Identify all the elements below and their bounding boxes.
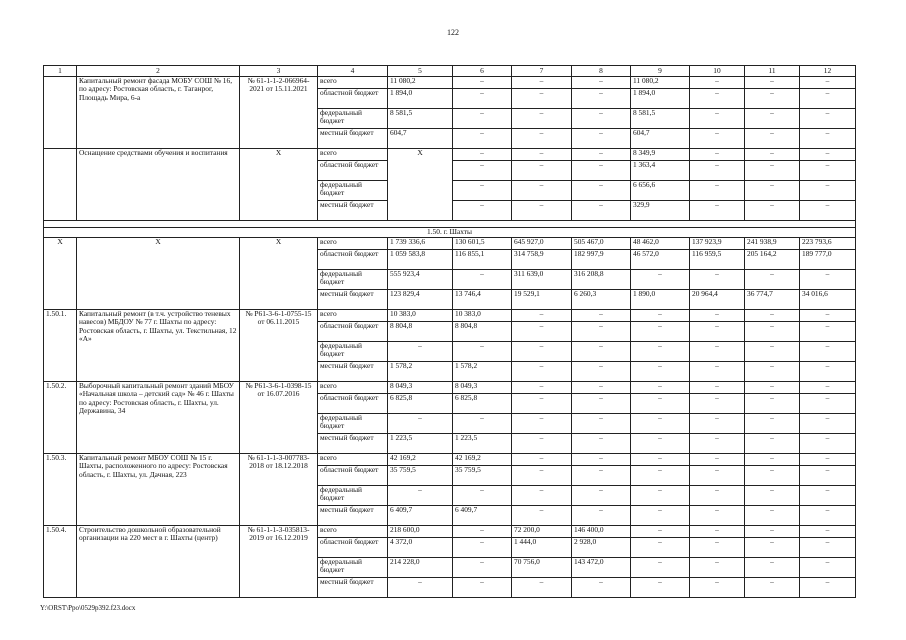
- value-cell: 116 959,5: [690, 250, 745, 270]
- value-cell: –: [631, 414, 690, 434]
- value-cell: –: [690, 89, 745, 109]
- value-cell: –: [631, 434, 690, 454]
- fund-type: областной бюджет: [318, 250, 388, 270]
- value-cell: –: [745, 89, 800, 109]
- value-cell: –: [572, 310, 631, 322]
- value-cell: –: [572, 362, 631, 382]
- fund-type: областной бюджет: [318, 322, 388, 342]
- fund-type: местный бюджет: [318, 129, 388, 149]
- document-number: № 61-1-1-3-035813-2019 от 16.12.2019: [240, 526, 318, 598]
- fund-type: федеральный бюджет: [318, 558, 388, 578]
- value-cell: –: [745, 454, 800, 466]
- value-cell: –: [690, 486, 745, 506]
- value-cell: –: [572, 129, 631, 149]
- value-cell: 604,7: [388, 129, 453, 149]
- value-cell: –: [745, 342, 800, 362]
- fund-type: всего: [318, 454, 388, 466]
- value-cell: –: [690, 322, 745, 342]
- document-number: Х: [240, 238, 318, 310]
- fund-type: федеральный бюджет: [318, 414, 388, 434]
- value-cell: –: [690, 129, 745, 149]
- value-cell: 42 169,2: [388, 454, 453, 466]
- object-name: Оснащение средствами обучения и воспитания: [77, 149, 240, 221]
- value-cell: –: [631, 382, 690, 394]
- value-cell: –: [453, 558, 512, 578]
- value-cell: –: [800, 578, 856, 598]
- value-cell: 35 759,5: [453, 466, 512, 486]
- row-code: 1.50.4.: [44, 526, 77, 598]
- value-cell: –: [512, 310, 572, 322]
- fund-type: федеральный бюджет: [318, 181, 388, 201]
- value-cell: –: [512, 434, 572, 454]
- value-cell: –: [690, 109, 745, 129]
- value-cell: –: [745, 414, 800, 434]
- value-cell: –: [690, 538, 745, 558]
- value-cell: –: [745, 109, 800, 129]
- value-cell: –: [690, 362, 745, 382]
- value-cell: –: [690, 201, 745, 221]
- spacer-row: [44, 221, 856, 228]
- fund-type: областной бюджет: [318, 466, 388, 486]
- value-cell: –: [512, 466, 572, 486]
- value-cell: 19 529,1: [512, 290, 572, 310]
- value-cell: –: [572, 77, 631, 89]
- value-cell: –: [800, 89, 856, 109]
- column-number: 10: [690, 66, 745, 77]
- document-number: Х: [240, 149, 318, 221]
- value-cell: –: [631, 322, 690, 342]
- value-cell: –: [690, 558, 745, 578]
- table-row: [44, 454, 856, 466]
- value-cell: 34 016,6: [800, 290, 856, 310]
- value-cell: –: [388, 342, 453, 362]
- value-cell: 6 825,8: [453, 394, 512, 414]
- fund-type: всего: [318, 238, 388, 250]
- value-cell: –: [572, 394, 631, 414]
- value-cell: 130 601,5: [453, 238, 512, 250]
- fund-type: федеральный бюджет: [318, 342, 388, 362]
- value-cell: 6 409,7: [388, 506, 453, 526]
- value-cell: –: [690, 526, 745, 538]
- column-number: 2: [77, 66, 240, 77]
- value-cell: 218 600,0: [388, 526, 453, 538]
- column-number: 12: [800, 66, 856, 77]
- document-number: № Р61-3-6-1-0755-15 от 06.11.2015: [240, 310, 318, 382]
- value-cell: –: [572, 434, 631, 454]
- page-number: 122: [447, 28, 459, 37]
- value-cell: –: [572, 181, 631, 201]
- value-cell: –: [745, 161, 800, 181]
- value-cell: –: [690, 382, 745, 394]
- value-cell: –: [800, 538, 856, 558]
- value-cell: –: [631, 394, 690, 414]
- value-cell: 72 200,0: [512, 526, 572, 538]
- object-name: Капитальный ремонт (в т.ч. устройство теневых навесов) МБДОУ № 77 г. Шахты по адресу: Ростовская область, г. Шахты, ул. Текстильная, 12 «А»: [77, 310, 240, 382]
- value-cell: –: [631, 526, 690, 538]
- document-number: № 61-1-1-2-066964-2021 от 15.11.2021: [240, 77, 318, 149]
- value-cell: –: [745, 322, 800, 342]
- value-cell: –: [745, 382, 800, 394]
- value-cell: Х: [388, 149, 453, 221]
- value-cell: –: [512, 394, 572, 414]
- value-cell: 123 829,4: [388, 290, 453, 310]
- value-cell: –: [745, 486, 800, 506]
- value-cell: –: [690, 578, 745, 598]
- table-row: [44, 310, 856, 322]
- value-cell: –: [690, 434, 745, 454]
- value-cell: –: [690, 414, 745, 434]
- value-cell: –: [453, 149, 512, 161]
- value-cell: –: [745, 394, 800, 414]
- value-cell: –: [745, 149, 800, 161]
- value-cell: 35 759,5: [388, 466, 453, 486]
- value-cell: –: [631, 270, 690, 290]
- value-cell: –: [800, 109, 856, 129]
- column-number: 8: [572, 66, 631, 77]
- value-cell: –: [512, 89, 572, 109]
- value-cell: –: [453, 578, 512, 598]
- value-cell: –: [690, 394, 745, 414]
- value-cell: –: [572, 109, 631, 129]
- fund-type: местный бюджет: [318, 290, 388, 310]
- fund-type: всего: [318, 310, 388, 322]
- value-cell: –: [388, 414, 453, 434]
- column-number: 9: [631, 66, 690, 77]
- value-cell: 1 363,4: [631, 161, 690, 181]
- value-cell: –: [690, 342, 745, 362]
- value-cell: –: [690, 454, 745, 466]
- fund-type: местный бюджет: [318, 506, 388, 526]
- value-cell: –: [572, 149, 631, 161]
- value-cell: –: [512, 578, 572, 598]
- value-cell: –: [631, 578, 690, 598]
- column-number: 11: [745, 66, 800, 77]
- value-cell: –: [512, 414, 572, 434]
- value-cell: 316 208,8: [572, 270, 631, 290]
- value-cell: 223 793,6: [800, 238, 856, 250]
- value-cell: –: [572, 89, 631, 109]
- value-cell: 11 080,2: [631, 77, 690, 89]
- row-code: [44, 77, 77, 149]
- value-cell: –: [572, 161, 631, 181]
- value-cell: –: [800, 486, 856, 506]
- value-cell: 10 383,0: [453, 310, 512, 322]
- value-cell: –: [512, 382, 572, 394]
- value-cell: 1 223,5: [453, 434, 512, 454]
- value-cell: 2 928,0: [572, 538, 631, 558]
- value-cell: –: [512, 506, 572, 526]
- value-cell: –: [453, 109, 512, 129]
- value-cell: –: [745, 310, 800, 322]
- value-cell: –: [690, 149, 745, 161]
- value-cell: –: [690, 466, 745, 486]
- value-cell: 182 997,9: [572, 250, 631, 270]
- value-cell: –: [512, 322, 572, 342]
- value-cell: –: [512, 201, 572, 221]
- column-number: 3: [240, 66, 318, 77]
- value-cell: 6 825,8: [388, 394, 453, 414]
- value-cell: 8 049,3: [388, 382, 453, 394]
- value-cell: –: [800, 181, 856, 201]
- value-cell: 48 462,0: [631, 238, 690, 250]
- value-cell: 1 444,0: [512, 538, 572, 558]
- value-cell: 8 049,3: [453, 382, 512, 394]
- value-cell: –: [800, 382, 856, 394]
- value-cell: –: [631, 538, 690, 558]
- value-cell: –: [572, 201, 631, 221]
- value-cell: –: [800, 77, 856, 89]
- value-cell: –: [453, 526, 512, 538]
- value-cell: –: [512, 129, 572, 149]
- value-cell: –: [800, 466, 856, 486]
- object-name: Выборочный капитальный ремонт зданий МБОУ «Начальная школа – детский сад» № 46 г. Шахты по адресу: Ростовская область, г. Шахты, ул. Державина, 34: [77, 382, 240, 454]
- fund-type: федеральный бюджет: [318, 486, 388, 506]
- value-cell: 555 923,4: [388, 270, 453, 290]
- row-code: [44, 149, 77, 221]
- value-cell: –: [800, 201, 856, 221]
- value-cell: –: [631, 486, 690, 506]
- value-cell: 36 774,7: [745, 290, 800, 310]
- fund-type: местный бюджет: [318, 578, 388, 598]
- table-row: [44, 526, 856, 538]
- value-cell: –: [745, 466, 800, 486]
- document-number: № Р61-3-6-1-0398-15 от 16.07.2016: [240, 382, 318, 454]
- table-row: [44, 77, 856, 89]
- value-cell: –: [572, 578, 631, 598]
- value-cell: 143 472,0: [572, 558, 631, 578]
- table-row: [44, 238, 856, 250]
- value-cell: 11 080,2: [388, 77, 453, 89]
- value-cell: 1 894,0: [388, 89, 453, 109]
- value-cell: –: [745, 526, 800, 538]
- value-cell: –: [572, 382, 631, 394]
- value-cell: –: [690, 181, 745, 201]
- value-cell: –: [745, 538, 800, 558]
- value-cell: 1 894,0: [631, 89, 690, 109]
- value-cell: 116 855,1: [453, 250, 512, 270]
- value-cell: –: [631, 310, 690, 322]
- fund-type: областной бюджет: [318, 89, 388, 109]
- fund-type: местный бюджет: [318, 201, 388, 221]
- value-cell: –: [690, 161, 745, 181]
- value-cell: –: [745, 362, 800, 382]
- value-cell: –: [453, 201, 512, 221]
- fund-type: всего: [318, 526, 388, 538]
- column-number: 4: [318, 66, 388, 77]
- value-cell: –: [631, 466, 690, 486]
- value-cell: –: [631, 506, 690, 526]
- value-cell: –: [800, 526, 856, 538]
- value-cell: 329,9: [631, 201, 690, 221]
- value-cell: –: [572, 454, 631, 466]
- object-name: Капитальный ремонт фасада МОБУ СОШ № 16, по адресу: Ростовская область, г. Таганрог, Площадь Мира, 6-а: [77, 77, 240, 149]
- fund-type: местный бюджет: [318, 362, 388, 382]
- value-cell: –: [800, 342, 856, 362]
- value-cell: 8 581,5: [388, 109, 453, 129]
- column-number: 5: [388, 66, 453, 77]
- value-cell: 6 656,6: [631, 181, 690, 201]
- value-cell: –: [690, 77, 745, 89]
- value-cell: –: [512, 486, 572, 506]
- value-cell: –: [745, 129, 800, 149]
- table-row: [44, 149, 856, 161]
- fund-type: федеральный бюджет: [318, 109, 388, 129]
- value-cell: –: [745, 270, 800, 290]
- value-cell: –: [800, 506, 856, 526]
- value-cell: 604,7: [631, 129, 690, 149]
- spacer-cell: [44, 221, 856, 228]
- value-cell: 20 964,4: [690, 290, 745, 310]
- value-cell: –: [572, 506, 631, 526]
- value-cell: 645 927,0: [512, 238, 572, 250]
- value-cell: –: [800, 362, 856, 382]
- value-cell: 1 223,5: [388, 434, 453, 454]
- value-cell: –: [453, 77, 512, 89]
- value-cell: –: [512, 77, 572, 89]
- value-cell: –: [745, 201, 800, 221]
- column-number: 6: [453, 66, 512, 77]
- column-number: 1: [44, 66, 77, 77]
- value-cell: 6 409,7: [453, 506, 512, 526]
- fund-type: областной бюджет: [318, 161, 388, 181]
- fund-type: федеральный бюджет: [318, 270, 388, 290]
- value-cell: 1 739 336,6: [388, 238, 453, 250]
- value-cell: –: [631, 362, 690, 382]
- value-cell: –: [800, 414, 856, 434]
- fund-type: всего: [318, 382, 388, 394]
- value-cell: –: [453, 342, 512, 362]
- value-cell: 137 923,9: [690, 238, 745, 250]
- row-code: Х: [44, 238, 77, 310]
- value-cell: 70 756,0: [512, 558, 572, 578]
- value-cell: –: [800, 310, 856, 322]
- value-cell: 146 400,0: [572, 526, 631, 538]
- value-cell: 13 746,4: [453, 290, 512, 310]
- object-name: Строительство дошкольной образовательной организации на 220 мест в г. Шахты (центр): [77, 526, 240, 598]
- value-cell: 311 639,0: [512, 270, 572, 290]
- value-cell: –: [572, 486, 631, 506]
- section-title: 1.50. г. Шахты: [44, 228, 856, 238]
- value-cell: 6 260,3: [572, 290, 631, 310]
- value-cell: –: [745, 558, 800, 578]
- value-cell: 505 467,0: [572, 238, 631, 250]
- value-cell: –: [690, 506, 745, 526]
- value-cell: 42 169,2: [453, 454, 512, 466]
- budget-table: [43, 65, 856, 598]
- value-cell: 314 758,9: [512, 250, 572, 270]
- value-cell: –: [800, 161, 856, 181]
- value-cell: –: [690, 270, 745, 290]
- value-cell: –: [453, 129, 512, 149]
- value-cell: –: [388, 486, 453, 506]
- fund-type: всего: [318, 149, 388, 161]
- value-cell: –: [572, 322, 631, 342]
- value-cell: –: [512, 109, 572, 129]
- fund-type: местный бюджет: [318, 434, 388, 454]
- value-cell: –: [512, 362, 572, 382]
- value-cell: –: [453, 181, 512, 201]
- value-cell: –: [512, 149, 572, 161]
- value-cell: 189 777,0: [800, 250, 856, 270]
- value-cell: –: [453, 538, 512, 558]
- value-cell: –: [512, 181, 572, 201]
- row-code: 1.50.2.: [44, 382, 77, 454]
- value-cell: –: [512, 454, 572, 466]
- value-cell: –: [631, 558, 690, 578]
- value-cell: –: [453, 486, 512, 506]
- value-cell: –: [572, 414, 631, 434]
- value-cell: 10 383,0: [388, 310, 453, 322]
- object-name: Х: [77, 238, 240, 310]
- value-cell: –: [800, 322, 856, 342]
- fund-type: областной бюджет: [318, 538, 388, 558]
- value-cell: 8 804,8: [388, 322, 453, 342]
- value-cell: –: [800, 394, 856, 414]
- value-cell: –: [745, 578, 800, 598]
- value-cell: 1 059 583,8: [388, 250, 453, 270]
- value-cell: 1 578,2: [453, 362, 512, 382]
- value-cell: –: [631, 342, 690, 362]
- object-name: Капитальный ремонт МБОУ СОШ № 15 г. Шахты, расположенного по адресу: Ростовская область, г. Шахты, ул. Дачная, 223: [77, 454, 240, 526]
- value-cell: –: [800, 558, 856, 578]
- value-cell: –: [745, 77, 800, 89]
- value-cell: –: [572, 342, 631, 362]
- value-cell: –: [631, 454, 690, 466]
- file-path-footer: Y:\ORST\Ppo\0529p392.f23.docx: [40, 604, 136, 612]
- value-cell: –: [800, 434, 856, 454]
- value-cell: 214 228,0: [388, 558, 453, 578]
- value-cell: –: [512, 342, 572, 362]
- row-code: 1.50.3.: [44, 454, 77, 526]
- value-cell: –: [690, 310, 745, 322]
- value-cell: –: [800, 129, 856, 149]
- column-number: 7: [512, 66, 572, 77]
- value-cell: –: [453, 414, 512, 434]
- value-cell: 1 578,2: [388, 362, 453, 382]
- table-row: [44, 382, 856, 394]
- document-number: № 61-1-1-3-007783-2018 от 18.12.2018: [240, 454, 318, 526]
- value-cell: –: [453, 89, 512, 109]
- value-cell: –: [572, 466, 631, 486]
- value-cell: 205 164,2: [745, 250, 800, 270]
- fund-type: областной бюджет: [318, 394, 388, 414]
- section-row: [44, 228, 856, 238]
- value-cell: –: [512, 161, 572, 181]
- value-cell: –: [388, 578, 453, 598]
- value-cell: –: [453, 270, 512, 290]
- value-cell: 8 804,8: [453, 322, 512, 342]
- value-cell: –: [745, 506, 800, 526]
- value-cell: 4 372,0: [388, 538, 453, 558]
- value-cell: –: [745, 434, 800, 454]
- value-cell: 8 581,5: [631, 109, 690, 129]
- fund-type: всего: [318, 77, 388, 89]
- value-cell: –: [453, 161, 512, 181]
- value-cell: –: [800, 149, 856, 161]
- value-cell: 8 349,9: [631, 149, 690, 161]
- value-cell: 241 938,9: [745, 238, 800, 250]
- row-code: 1.50.1.: [44, 310, 77, 382]
- value-cell: 46 572,0: [631, 250, 690, 270]
- value-cell: –: [800, 270, 856, 290]
- value-cell: –: [800, 454, 856, 466]
- value-cell: 1 890,0: [631, 290, 690, 310]
- header-row: [44, 66, 856, 77]
- value-cell: –: [745, 181, 800, 201]
